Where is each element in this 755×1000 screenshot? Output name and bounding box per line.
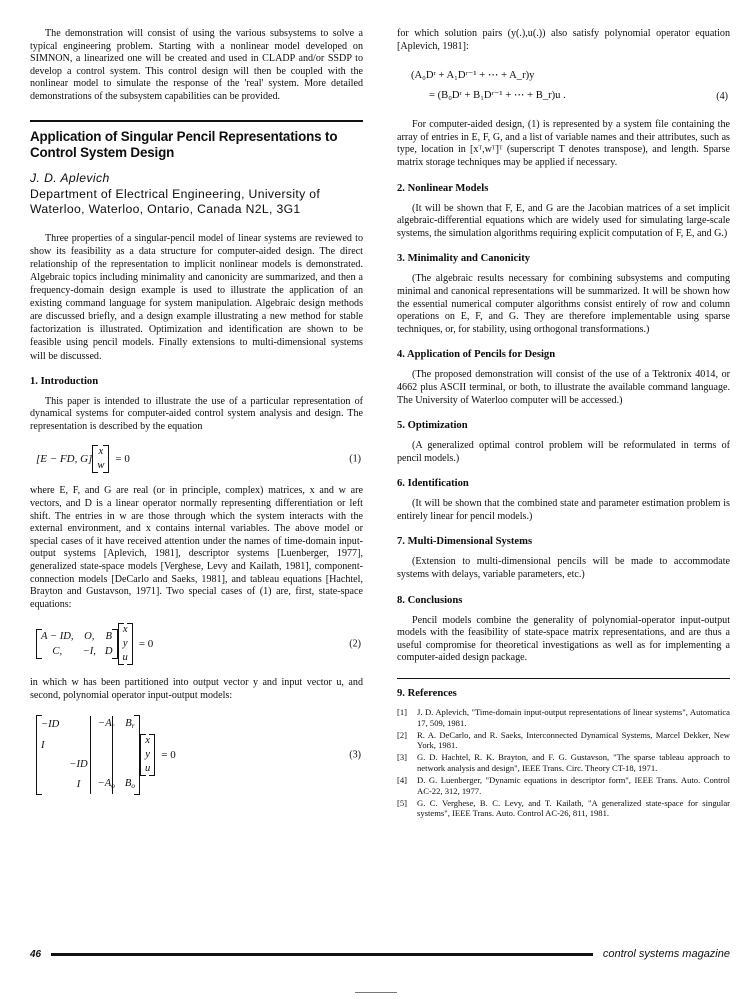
- section-heading-references: 9. References: [397, 688, 457, 700]
- section-heading-conclusions: 8. Conclusions: [397, 594, 463, 606]
- introduction-paragraph-1: This paper is intended to illustrate the use of a particular representation of dynamical systems for computer-aided control system analysis and design. The representation is described by the equation: [30, 395, 363, 432]
- section-body-application-pencils: (The proposed demonstration will consist of the use of a Tektronix 4014, or 4662 plus ASCII terminal, or both, to illustrate the available command language. The University of Waterloo computer will be accessed.): [397, 369, 730, 406]
- left-column: [30, 28, 363, 820]
- intro-continuation-paragraph: The demonstration will consist of using the various subsystems to solve a typical engineering problem. Starting with a nonlinear model developed on SIMNON, a linearized one will be created and used in CLADP and/or SSDP to develop a control system. This control design will then be coupled with the nonlinear model to simulate the response of the 'real' system. More detailed demonstrations of the subsystem capabilities can be provided.: [30, 28, 363, 102]
- page-number: 46: [30, 948, 42, 960]
- reference-number: [5]: [397, 797, 408, 808]
- reference-item: [397, 707, 730, 728]
- eq3-cell-r3c1: I: [76, 779, 81, 791]
- bottom-registration-mark: [355, 992, 397, 993]
- eq3-cell-r0c2: $-A_r$: [98, 717, 115, 730]
- section-heading-nonlinear-models: 2. Nonlinear Models: [397, 182, 489, 194]
- references-rule: [397, 678, 730, 679]
- equation-1-rhs: = 0: [115, 453, 130, 466]
- eq1-vec-x: x: [98, 446, 104, 458]
- footer-rule: [51, 953, 593, 956]
- author-name: J. D. Aplevich: [30, 171, 110, 186]
- equation-4-number: (4): [716, 91, 728, 103]
- reference-number: [3]: [397, 752, 408, 763]
- equation-3-column-vector: [140, 734, 155, 776]
- eq2-vec-u: u: [122, 652, 128, 664]
- eq3-cell-r0c0: −ID: [41, 719, 60, 730]
- section-heading-identification: 6. Identification: [397, 478, 469, 490]
- equation-3-rhs: = 0: [161, 748, 176, 761]
- two-column-body: [30, 28, 730, 820]
- eq2-cell-r0c1: O,: [84, 631, 95, 643]
- section-heading-multi-dimensional: 7. Multi-Dimensional Systems: [397, 536, 533, 548]
- right-column: [397, 28, 730, 820]
- eq3-cell-r3c3: $B_o$: [124, 777, 135, 790]
- page-footer: [30, 948, 730, 960]
- reference-text: R. A. DeCarlo, and R. Saeks, Interconnected Dynamical Systems, Marcel Dekker, New York, 1981.: [417, 729, 730, 751]
- paragraph-after-equation-1: where E, F, and G are real (or in principle, complex) matrices, x and w are vectors, and D is a linear operator normally representing differentiation or left shift. The entries in w are those through which the system interacts with the external environment, and x contains internal variables. The above model or special cases of it have received attention under the names of time-domain input-output systems [Aplevich, 1981], descriptor systems [Luenberger, 1977], generalized state-space models [Verghese, Levy and Kailath, 1981], component-connection models [DeCarlo and Saeks, 1981], and tableau equations [Hachtel, Brayton and Gustavson, 1971]. Two special cases of (1) are, first, state-space equations:: [30, 485, 363, 610]
- eq2-cell-r0c0: A − ID,: [41, 631, 74, 643]
- reference-item: [397, 730, 730, 751]
- right-column-top-paragraph: for which solution pairs (y(.),u(.)) also satisfy polynomial operator equation [Aplevich, 1981]:: [397, 28, 730, 52]
- reference-item: [397, 752, 730, 773]
- reference-text: J. D. Aplevich, "Time-domain input-output representations of linear systems", Automatica 17, 509, 1981.: [417, 707, 730, 728]
- section-body-identification: (It will be shown that the combined state and parameter estimation problem is entirely linear for pencil models.): [397, 498, 730, 522]
- equation-4: [397, 66, 730, 106]
- equation-2-matrix: [36, 629, 118, 659]
- section-body-multi-dimensional: (Extension to multi-dimensional pencils will be made to accommodate systems with delays, variable parameters, etc.): [397, 556, 730, 581]
- reference-item: [397, 798, 730, 819]
- eq2-cell-r1c2: D: [104, 646, 113, 658]
- eq1-vec-w: w: [97, 460, 105, 472]
- paragraph-after-equation-4: For computer-aided design, (1) is represented by a system file containing the array of entries in E, F, G, and a list of variable names and their attributes, such as type, location in [xᵀ,wᵀ]ᵀ (superscript T denotes transpose), and length. Sparse matrix storage techniques may be applied if necessary.: [397, 119, 730, 168]
- equation-1-number: (1): [349, 453, 361, 465]
- section-body-conclusions: Pencil models combine the generality of polynomial-operator input-output models with the feasibility of state-space matrix representations, and are thus a useful compromise for theoretical investigations as well as for implementing a computer-aided design package.: [397, 614, 730, 664]
- equation-2: [30, 623, 363, 665]
- section-body-optimization: (A generalized optimal control problem will be reformulated in terms of pencil models.): [397, 440, 730, 464]
- reference-number: [4]: [397, 775, 408, 786]
- abstract: [30, 232, 363, 363]
- equation-2-rhs: = 0: [138, 638, 154, 651]
- eq3-cell-r1c0: I: [41, 739, 45, 751]
- section-heading-minimality-canonicity: 3. Minimality and Canonicity: [397, 253, 531, 265]
- magazine-name: control systems magazine: [602, 948, 730, 960]
- page-title: Application of Singular Pencil Representations to Control System Design: [30, 129, 338, 160]
- eq3-vec-u: u: [144, 762, 151, 774]
- reference-number: [1]: [397, 707, 408, 718]
- title-rule: [30, 120, 363, 123]
- eq2-vec-y: y: [122, 638, 128, 650]
- paragraph-after-equation-2: in which w has been partitioned into output vector y and input vector u, and second, polynomial operator input-output models:: [30, 677, 363, 701]
- eq3-cell-r3c2: $-A_o$: [97, 777, 115, 790]
- reference-text: G. D. Hachtel, R. K. Brayton, and F. G. Gustavson, "The sparse tableau approach to network analysis and design", IEEE Trans. Circ. Theory CT-18, 1971.: [417, 752, 730, 773]
- equation-2-number: (2): [349, 638, 361, 650]
- equation-1-bracket-term: [E − FD, G]: [36, 453, 93, 466]
- reference-text: D. G. Luenberger, "Dynamic equations in descriptor form", IEEE Trans. Auto. Control AC-22, 312, 1977.: [417, 775, 730, 796]
- abstract-text: Three properties of a singular-pencil model of linear systems are reviewed to show its feasibility as a data structure for computer-aided design. The direct relationship of the representation to implicit nonlinear models is demonstrated. Algebraic topics including minimality and canonicity are summarized, and then a frequency-domain design example is used to illustrate the application of an existing command language for system manipulation. Algebraic design methods are discussed briefly, and a design example illustrating a new method for stable factorization is illustrated. Optimization and identification are shown to be feasible using pencil models. Finally extensions to multi-dimensional systems will be discussed.: [30, 232, 363, 362]
- eq3-vec-x: x: [145, 734, 150, 746]
- eq2-cell-r1c1: −I,: [82, 646, 96, 658]
- equation-4-line-2: = (B₀Dʳ + B₁Dʳ⁻¹ + ⋯ + B_r)u .: [429, 90, 566, 102]
- equation-4-line-1: (A₀Dʳ + A₁Dʳ⁻¹ + ⋯ + A_r)y: [411, 70, 535, 82]
- eq3-cell-r0c3: $B_r$: [125, 717, 135, 730]
- section-body-minimality-canonicity: (The algebraic results necessary for combining subsystems and computing minimal and canonical representations will be summarized. It will be shown how the essential numerical computer algorithms consist entirely of row and column operations on E, F, and G. They are therefore implementable using sparse techniques, or, for stability, using orthogonal transformations.): [397, 273, 730, 335]
- equation-3: [30, 715, 363, 795]
- eq2-cell-r0c2: B: [105, 631, 112, 643]
- eq3-cell-r2c1: −ID: [69, 758, 88, 770]
- reference-text: G. C. Verghese, B. C. Levy, and T. Kailath, "A generalized state-space for singular systems", IEEE Trans. Auto. Control AC-26, 811, 1981.: [417, 797, 730, 819]
- references-list: [397, 707, 730, 819]
- section-body-nonlinear-models: (It will be shown that F, E, and G are the Jacobian matrices of a set implicit algebraic-differential equations which are widely used for simulating large-scale systems, the simulation algorithms requiring explicit computation of F, E, and G.): [397, 202, 730, 239]
- equation-3-matrix: [36, 715, 140, 795]
- equation-1: [30, 445, 363, 473]
- section-heading-optimization: 5. Optimization: [397, 420, 468, 432]
- section-heading-application-pencils: 4. Application of Pencils for Design: [397, 349, 556, 361]
- section-heading-introduction: 1. Introduction: [30, 375, 99, 387]
- eq3-vec-y: y: [145, 748, 150, 760]
- author-affiliation: Department of Electrical Engineering, University of Waterloo, Waterloo, Ontario, Canada N2L, 3G1: [30, 187, 321, 217]
- eq2-cell-r1c0: C,: [52, 646, 63, 658]
- equation-1-column-vector: [92, 445, 109, 473]
- reference-item: [397, 775, 730, 796]
- equation-2-column-vector: [118, 623, 133, 665]
- reference-number: [2]: [397, 729, 408, 740]
- eq2-vec-x: x: [122, 624, 128, 636]
- equation-3-number: (3): [349, 749, 361, 761]
